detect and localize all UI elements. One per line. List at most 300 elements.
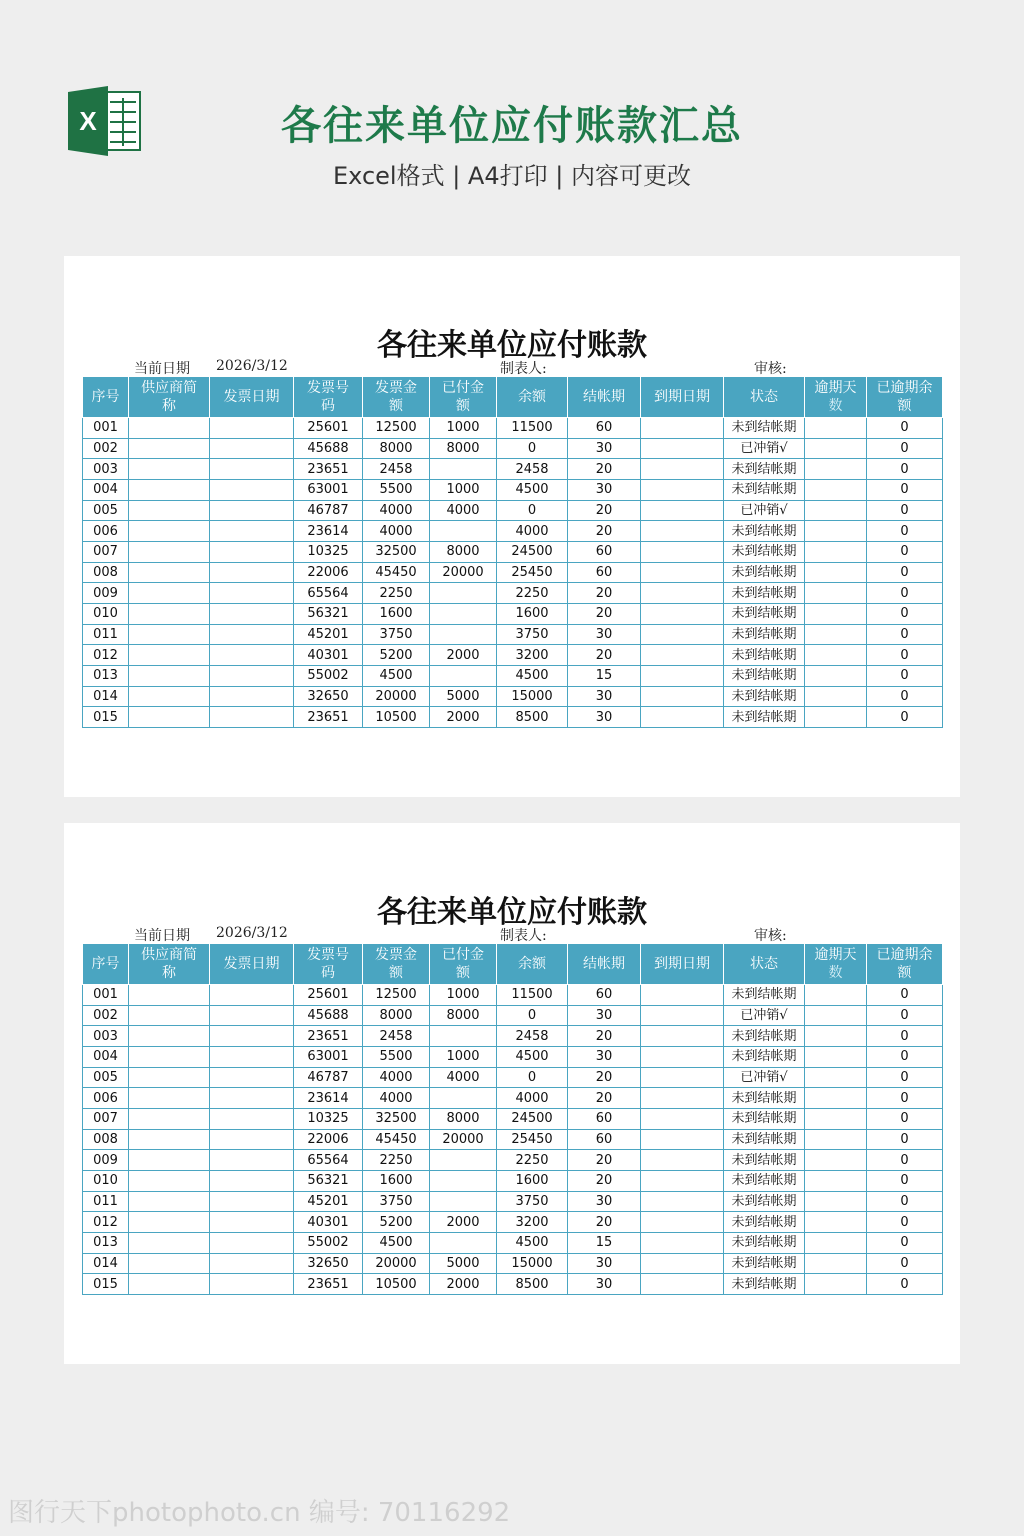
- column-header: 已逾期余 额: [867, 944, 943, 985]
- maker-label: 制表人:: [500, 928, 547, 944]
- table-cell: 011: [83, 1191, 129, 1212]
- table-cell: [805, 418, 867, 439]
- table-cell: 003: [83, 1026, 129, 1047]
- table-cell: 010: [83, 1170, 129, 1191]
- table-cell: 0: [867, 1026, 943, 1047]
- table-cell: 60: [568, 418, 641, 439]
- table-cell: 8000: [430, 541, 497, 562]
- table-cell: 2000: [430, 1212, 497, 1233]
- table-cell: 4000: [363, 1088, 430, 1109]
- table-cell: [210, 1253, 294, 1274]
- table-cell: [805, 707, 867, 728]
- table-cell: 4500: [497, 479, 568, 500]
- date-value: 2026/3/12: [216, 358, 288, 374]
- table-row: [83, 707, 943, 728]
- table-cell: [641, 1170, 724, 1191]
- table-cell: [210, 1232, 294, 1253]
- table-cell: 1000: [430, 985, 497, 1006]
- table-cell: 0: [867, 603, 943, 624]
- table-cell: 32650: [294, 1253, 363, 1274]
- table-cell: 未到结帐期: [724, 521, 805, 542]
- column-header: 发票金 额: [363, 944, 430, 985]
- table-cell: 2250: [363, 583, 430, 604]
- table-row: [83, 1150, 943, 1171]
- table-cell: 40301: [294, 1212, 363, 1233]
- table-cell: [805, 985, 867, 1006]
- table-cell: [641, 603, 724, 624]
- table-row: [83, 1232, 943, 1253]
- table-cell: 65564: [294, 583, 363, 604]
- table-cell: [805, 521, 867, 542]
- payables-table: [82, 943, 943, 1295]
- table-cell: 25450: [497, 562, 568, 583]
- table-cell: 已冲销√: [724, 1067, 805, 1088]
- table-cell: [805, 1067, 867, 1088]
- table-cell: 30: [568, 1046, 641, 1067]
- table-cell: 55002: [294, 665, 363, 686]
- table-cell: 30: [568, 1274, 641, 1295]
- table-cell: 5500: [363, 479, 430, 500]
- table-row: [83, 1067, 943, 1088]
- table-cell: 60: [568, 1129, 641, 1150]
- column-header: 发票号 码: [294, 377, 363, 418]
- sheet-preview-2: [64, 823, 960, 1364]
- table-cell: [129, 1129, 210, 1150]
- table-cell: [210, 438, 294, 459]
- table-cell: 15: [568, 1232, 641, 1253]
- table-cell: 012: [83, 1212, 129, 1233]
- table-cell: 1600: [497, 1170, 568, 1191]
- table-cell: 20: [568, 459, 641, 480]
- table-cell: 007: [83, 541, 129, 562]
- table-cell: 未到结帐期: [724, 459, 805, 480]
- table-cell: [210, 521, 294, 542]
- table-cell: [430, 1088, 497, 1109]
- table-cell: [805, 1191, 867, 1212]
- reviewer-label: 审核:: [754, 928, 787, 944]
- table-cell: [805, 624, 867, 645]
- table-cell: 23651: [294, 1026, 363, 1047]
- table-row: [83, 438, 943, 459]
- table-cell: [430, 1170, 497, 1191]
- column-header: 到期日期: [641, 377, 724, 418]
- table-cell: 55002: [294, 1232, 363, 1253]
- table-cell: 014: [83, 1253, 129, 1274]
- table-cell: [210, 1274, 294, 1295]
- table-cell: 1600: [363, 603, 430, 624]
- table-cell: [641, 1232, 724, 1253]
- table-cell: [805, 541, 867, 562]
- table-cell: [210, 1026, 294, 1047]
- table-cell: 5500: [363, 1046, 430, 1067]
- table-row: [83, 1046, 943, 1067]
- table-cell: 20000: [363, 686, 430, 707]
- column-header: 状态: [724, 944, 805, 985]
- table-cell: 4000: [363, 521, 430, 542]
- table-cell: [641, 1253, 724, 1274]
- column-header: 供应商简 称: [129, 377, 210, 418]
- table-cell: [805, 1232, 867, 1253]
- table-cell: 0: [867, 1046, 943, 1067]
- table-cell: [805, 645, 867, 666]
- table-cell: 2458: [497, 459, 568, 480]
- table-row: [83, 1108, 943, 1129]
- table-cell: 56321: [294, 603, 363, 624]
- table-cell: [641, 1274, 724, 1295]
- table-cell: [805, 583, 867, 604]
- table-cell: 20000: [430, 1129, 497, 1150]
- table-cell: 30: [568, 707, 641, 728]
- table-cell: 未到结帐期: [724, 1129, 805, 1150]
- table-cell: [210, 985, 294, 1006]
- page-subtitle: Excel格式 | A4打印 | 内容可更改: [333, 162, 691, 190]
- table-row: [83, 1026, 943, 1047]
- table-cell: 008: [83, 1129, 129, 1150]
- table-cell: 20: [568, 1150, 641, 1171]
- table-header-row: [83, 944, 943, 985]
- page-title: 各往来单位应付账款汇总: [281, 103, 743, 149]
- table-cell: 1600: [497, 603, 568, 624]
- table-cell: 22006: [294, 562, 363, 583]
- table-cell: 0: [867, 521, 943, 542]
- table-cell: [210, 459, 294, 480]
- table-cell: 已冲销√: [724, 500, 805, 521]
- table-cell: 23614: [294, 521, 363, 542]
- table-cell: 未到结帐期: [724, 562, 805, 583]
- table-cell: 45201: [294, 624, 363, 645]
- table-cell: [210, 479, 294, 500]
- table-cell: 0: [867, 624, 943, 645]
- table-cell: [805, 686, 867, 707]
- table-row: [83, 583, 943, 604]
- reviewer-label: 审核:: [754, 361, 787, 377]
- table-cell: 0: [867, 583, 943, 604]
- column-header: 状态: [724, 377, 805, 418]
- table-cell: 23651: [294, 459, 363, 480]
- table-cell: [805, 1129, 867, 1150]
- table-cell: [129, 500, 210, 521]
- table-cell: 012: [83, 645, 129, 666]
- table-cell: 0: [867, 1170, 943, 1191]
- table-cell: 23651: [294, 1274, 363, 1295]
- sheet-preview-1: [64, 256, 960, 797]
- table-cell: [129, 1026, 210, 1047]
- table-cell: 4000: [497, 521, 568, 542]
- table-cell: [641, 1005, 724, 1026]
- column-header: 已付金 额: [430, 377, 497, 418]
- table-cell: 009: [83, 1150, 129, 1171]
- table-cell: 未到结帐期: [724, 645, 805, 666]
- table-cell: 未到结帐期: [724, 1026, 805, 1047]
- table-cell: [430, 665, 497, 686]
- table-cell: 3750: [363, 624, 430, 645]
- table-cell: [805, 1088, 867, 1109]
- table-cell: 20: [568, 1170, 641, 1191]
- table-cell: [805, 438, 867, 459]
- table-cell: [805, 1253, 867, 1274]
- table-cell: 5000: [430, 686, 497, 707]
- table-cell: [430, 583, 497, 604]
- table-cell: 002: [83, 438, 129, 459]
- table-cell: [129, 583, 210, 604]
- table-cell: [641, 459, 724, 480]
- table-row: [83, 645, 943, 666]
- table-cell: 63001: [294, 1046, 363, 1067]
- column-header: 发票日期: [210, 377, 294, 418]
- table-cell: 25601: [294, 418, 363, 439]
- table-cell: 2000: [430, 707, 497, 728]
- table-row: [83, 562, 943, 583]
- table-row: [83, 521, 943, 542]
- table-cell: 25601: [294, 985, 363, 1006]
- table-cell: 32650: [294, 686, 363, 707]
- table-cell: 25450: [497, 1129, 568, 1150]
- table-cell: 已冲销√: [724, 438, 805, 459]
- date-label: 当前日期: [134, 361, 190, 377]
- table-cell: 3200: [497, 645, 568, 666]
- table-cell: 2458: [363, 1026, 430, 1047]
- table-cell: [210, 562, 294, 583]
- table-cell: [210, 1046, 294, 1067]
- table-cell: [210, 1150, 294, 1171]
- table-cell: [129, 985, 210, 1006]
- table-row: [83, 1088, 943, 1109]
- table-cell: 60: [568, 562, 641, 583]
- table-cell: 8000: [363, 1005, 430, 1026]
- sheet-title: 各往来单位应付账款: [377, 895, 647, 930]
- table-cell: 23614: [294, 1088, 363, 1109]
- table-row: [83, 1212, 943, 1233]
- table-cell: [129, 645, 210, 666]
- table-cell: 004: [83, 1046, 129, 1067]
- table-row: [83, 624, 943, 645]
- table-cell: [210, 500, 294, 521]
- table-cell: 0: [867, 1191, 943, 1212]
- table-cell: 008: [83, 562, 129, 583]
- table-cell: 20: [568, 500, 641, 521]
- table-cell: 11500: [497, 418, 568, 439]
- table-cell: 未到结帐期: [724, 686, 805, 707]
- table-cell: [210, 686, 294, 707]
- table-row: [83, 1191, 943, 1212]
- table-cell: 22006: [294, 1129, 363, 1150]
- table-cell: 30: [568, 1005, 641, 1026]
- table-cell: [129, 479, 210, 500]
- table-cell: [805, 500, 867, 521]
- table-cell: [641, 624, 724, 645]
- table-cell: 未到结帐期: [724, 418, 805, 439]
- table-cell: [641, 645, 724, 666]
- table-cell: [805, 665, 867, 686]
- table-cell: 0: [867, 541, 943, 562]
- table-cell: 4500: [497, 1232, 568, 1253]
- table-cell: [641, 438, 724, 459]
- table-cell: 0: [867, 1129, 943, 1150]
- table-cell: 0: [867, 1274, 943, 1295]
- table-cell: 1600: [363, 1170, 430, 1191]
- table-cell: 1000: [430, 418, 497, 439]
- table-cell: 0: [867, 665, 943, 686]
- table-cell: [805, 1212, 867, 1233]
- table-cell: [641, 521, 724, 542]
- table-cell: [129, 1232, 210, 1253]
- table-cell: 0: [867, 438, 943, 459]
- table-cell: 4500: [363, 665, 430, 686]
- table-row: [83, 603, 943, 624]
- table-cell: 30: [568, 1253, 641, 1274]
- table-cell: [129, 665, 210, 686]
- table-cell: 60: [568, 985, 641, 1006]
- table-cell: [805, 1170, 867, 1191]
- table-cell: 0: [497, 438, 568, 459]
- table-cell: 10325: [294, 1108, 363, 1129]
- table-cell: 4000: [363, 500, 430, 521]
- column-header: 供应商简 称: [129, 944, 210, 985]
- table-cell: 30: [568, 479, 641, 500]
- table-cell: 未到结帐期: [724, 1088, 805, 1109]
- table-cell: 1000: [430, 1046, 497, 1067]
- table-cell: [641, 479, 724, 500]
- table-cell: 003: [83, 459, 129, 480]
- table-cell: 0: [497, 1005, 568, 1026]
- table-cell: 30: [568, 686, 641, 707]
- table-cell: [210, 1108, 294, 1129]
- table-cell: [641, 1088, 724, 1109]
- table-cell: 009: [83, 583, 129, 604]
- table-cell: 12500: [363, 985, 430, 1006]
- column-header: 发票号 码: [294, 944, 363, 985]
- table-cell: 20: [568, 603, 641, 624]
- table-cell: 20: [568, 645, 641, 666]
- table-cell: 未到结帐期: [724, 541, 805, 562]
- table-row: [83, 479, 943, 500]
- table-cell: [210, 645, 294, 666]
- table-cell: 0: [867, 418, 943, 439]
- table-cell: 20: [568, 1067, 641, 1088]
- table-cell: [129, 521, 210, 542]
- table-cell: 46787: [294, 500, 363, 521]
- table-cell: 2458: [497, 1026, 568, 1047]
- table-cell: 8000: [430, 1005, 497, 1026]
- table-cell: [129, 418, 210, 439]
- table-cell: 63001: [294, 479, 363, 500]
- table-cell: 0: [867, 1212, 943, 1233]
- date-value: 2026/3/12: [216, 925, 288, 941]
- table-cell: 005: [83, 500, 129, 521]
- table-cell: 60: [568, 1108, 641, 1129]
- table-cell: 006: [83, 1088, 129, 1109]
- sheet-title: 各往来单位应付账款: [377, 328, 647, 363]
- table-header-row: [83, 377, 943, 418]
- table-cell: 005: [83, 1067, 129, 1088]
- table-cell: 8000: [363, 438, 430, 459]
- table-cell: [210, 418, 294, 439]
- table-cell: [210, 1005, 294, 1026]
- table-cell: 20000: [430, 562, 497, 583]
- table-cell: 0: [867, 1150, 943, 1171]
- column-header: 已付金 额: [430, 944, 497, 985]
- table-row: [83, 541, 943, 562]
- table-cell: [210, 1191, 294, 1212]
- table-cell: 4500: [363, 1232, 430, 1253]
- table-cell: 8500: [497, 707, 568, 728]
- table-cell: [129, 707, 210, 728]
- table-cell: 011: [83, 624, 129, 645]
- table-cell: 10500: [363, 707, 430, 728]
- table-cell: [210, 624, 294, 645]
- table-cell: 20000: [363, 1253, 430, 1274]
- table-cell: [210, 665, 294, 686]
- table-cell: [210, 1170, 294, 1191]
- table-cell: 0: [867, 686, 943, 707]
- table-cell: [210, 1088, 294, 1109]
- column-header: 序号: [83, 944, 129, 985]
- column-header: 已逾期余 额: [867, 377, 943, 418]
- table-cell: 0: [867, 500, 943, 521]
- table-cell: [210, 1212, 294, 1233]
- table-cell: 013: [83, 1232, 129, 1253]
- table-cell: 0: [867, 1005, 943, 1026]
- table-cell: 014: [83, 686, 129, 707]
- table-cell: 未到结帐期: [724, 665, 805, 686]
- table-cell: [805, 603, 867, 624]
- table-row: [83, 1274, 943, 1295]
- table-cell: 20: [568, 1026, 641, 1047]
- table-cell: 1000: [430, 479, 497, 500]
- table-cell: 002: [83, 1005, 129, 1026]
- table-cell: 0: [867, 1088, 943, 1109]
- table-cell: 4500: [497, 1046, 568, 1067]
- table-cell: [210, 541, 294, 562]
- table-cell: 0: [497, 500, 568, 521]
- table-cell: 未到结帐期: [724, 707, 805, 728]
- table-cell: 未到结帐期: [724, 1232, 805, 1253]
- table-cell: 3750: [363, 1191, 430, 1212]
- table-cell: [641, 541, 724, 562]
- table-cell: [805, 1108, 867, 1129]
- table-row: [83, 985, 943, 1006]
- table-cell: [805, 1150, 867, 1171]
- table-cell: 015: [83, 1274, 129, 1295]
- table-cell: 0: [867, 1253, 943, 1274]
- table-row: [83, 1170, 943, 1191]
- table-cell: 004: [83, 479, 129, 500]
- table-cell: 4000: [497, 1088, 568, 1109]
- table-cell: 0: [867, 1067, 943, 1088]
- column-header: 逾期天 数: [805, 944, 867, 985]
- table-cell: 20: [568, 1088, 641, 1109]
- table-cell: 未到结帐期: [724, 1212, 805, 1233]
- table-cell: [129, 603, 210, 624]
- payables-table: [82, 376, 943, 728]
- table-cell: [430, 1191, 497, 1212]
- table-cell: 5200: [363, 645, 430, 666]
- table-cell: 60: [568, 541, 641, 562]
- table-cell: 0: [867, 1232, 943, 1253]
- table-cell: [641, 500, 724, 521]
- svg-text:X: X: [79, 106, 97, 136]
- table-cell: 0: [867, 459, 943, 480]
- column-header: 结帐期: [568, 944, 641, 985]
- column-header: 发票日期: [210, 944, 294, 985]
- table-cell: [129, 1253, 210, 1274]
- table-cell: 23651: [294, 707, 363, 728]
- table-cell: [129, 1274, 210, 1295]
- column-header: 到期日期: [641, 944, 724, 985]
- table-cell: 未到结帐期: [724, 624, 805, 645]
- table-cell: 5200: [363, 1212, 430, 1233]
- table-cell: [210, 707, 294, 728]
